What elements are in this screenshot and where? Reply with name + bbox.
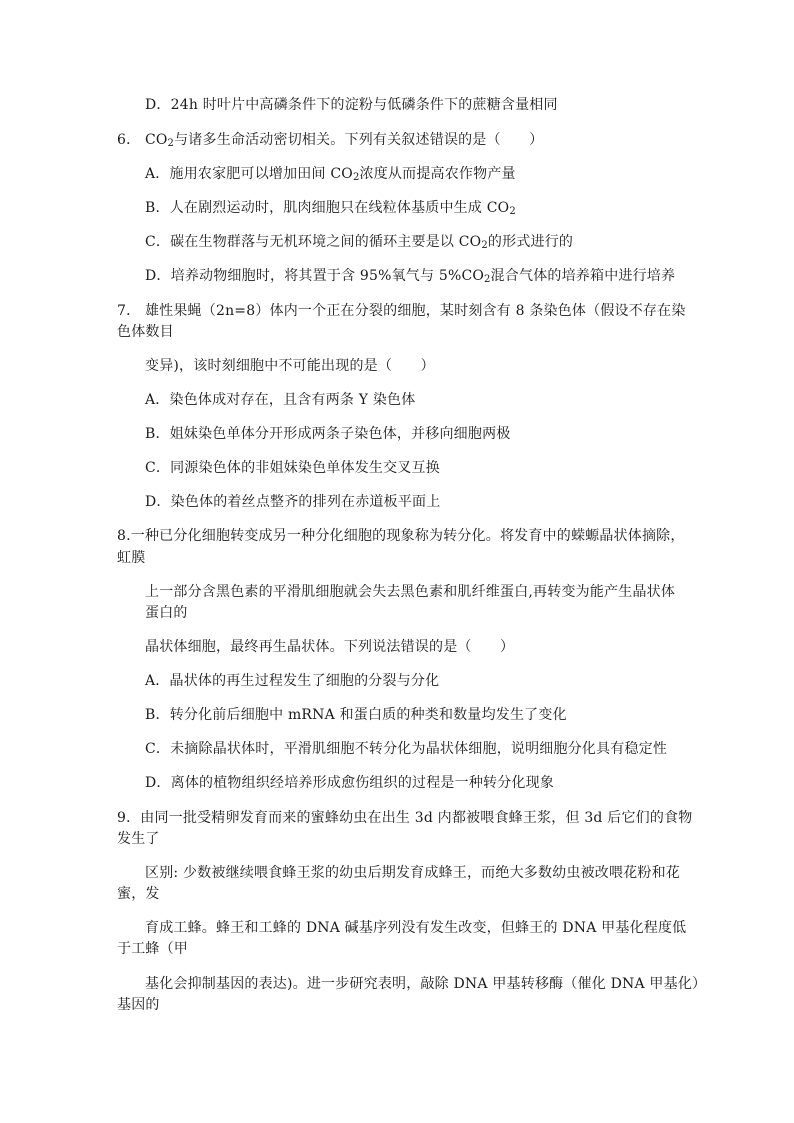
q8-stem-line1: 8.一种已分化细胞转变成另一种分化细胞的现象称为转分化。将发育中的蝾螈晶状体摘除， [117,528,685,544]
q6-option-c-pre: C．碳在生物群落与无机环境之间的循环主要是以 CO [145,234,482,250]
q9-stem-line8: 基因的 [117,997,160,1013]
q6-option-a-sub: 2 [352,172,360,183]
q8-option-b: B．转分化前后细胞中 mRNA 和蛋白质的种类和数量均发生了变化 [145,707,567,723]
q6-option-d-post: 混合气体的培养箱中进行培养 [490,268,676,284]
q6-option-c-post: 的形式进行的 [487,234,574,250]
q9-stem-line7: 基化会抑制基因的表达)。进一步研究表明，敲除 DNA 甲基转移酶（催化 DNA 甲基化） [145,976,707,992]
q6-option-c-sub: 2 [481,240,488,251]
q7-stem-line1: 7． 雄性果蝇（2n=8）体内一个正在分裂的细胞，某时刻含有 8 条染色体（假设不存在染 [117,303,686,319]
q6-option-a-post: 浓度从而提高农作物产量 [359,166,516,182]
q6-option-b-pre: B．人在剧烈运动时，肌肉细胞只在线粒体基质中生成 CO [145,200,510,216]
q6-stem [117,131,543,149]
q6-option-b [145,199,516,217]
q9-stem-line1: 9．由同一批受精卵发育而来的蜜蜂幼虫在出生 3d 内都被喂食蜂王浆，但 3d 后它们的食物 [117,810,693,826]
q9-stem-line3: 区别: 少数被继续喂食蜂王浆的幼虫后期发育成蜂王，而绝大多数幼虫被改喂花粉和花 [145,865,680,881]
q8-option-c: C．未摘除晶状体时，平滑肌细胞不转分化为晶状体细胞，说明细胞分化具有稳定性 [145,741,668,757]
q7-option-a: A．染色体成对存在，且含有两条 Y 染色体 [145,392,416,408]
q6-option-a [145,165,516,183]
q9-stem-line2: 发生了 [117,831,160,847]
q8-stem-line4: 蛋白的 [145,605,188,621]
q6-stem-pre: 6． CO [117,132,168,148]
q8-option-d: D．离体的植物组织经培养形成愈伤组织的过程是一种转分化现象 [145,775,555,791]
q6-option-c [145,233,573,251]
q9-stem-line5: 育成工蜂。蜂王和工蜂的 DNA 碱基序列没有发生改变，但蜂王的 DNA 甲基化程度低 [145,920,687,936]
q8-stem-line2: 虹膜 [117,550,146,566]
q6-option-d-sub: 2 [484,274,491,285]
q6-stem-post: 与诸多生命活动密切相关。下列有关叙述错误的是（ ） [174,132,544,148]
q8-stem-line5: 晶状体细胞，最终再生晶状体。下列说法错误的是（ ） [145,639,515,655]
q7-stem-line2: 色体数目 [117,324,174,340]
q5-option-d: D．24h 时叶片中高磷条件下的淀粉与低磷条件下的蔗糖含量相同 [145,97,558,113]
q6-option-d [145,267,675,285]
q6-option-a-pre: A．施用农家肥可以增加田间 CO [145,166,353,182]
q6-option-b-sub: 2 [509,206,516,217]
q7-option-c: C．同源染色体的非姐妹染色单体发生交叉互换 [145,460,440,476]
q6-option-d-pre: D．培养动物细胞时，将其置于含 95%氧气与 5%CO [145,268,485,284]
q7-option-d: D．染色体的着丝点整齐的排列在赤道板平面上 [145,494,441,510]
q9-stem-line4: 蜜，发 [117,886,160,902]
q8-stem-line3: 上一部分含黑色素的平滑肌细胞就会失去黑色素和肌纤维蛋白,再转变为能产生晶状体 [145,584,676,600]
q7-option-b: B．姐妹染色单体分开形成两条子染色体，并移向细胞两极 [145,426,511,442]
q6-stem-sub: 2 [167,138,175,149]
q9-stem-line6: 于工蜂（甲 [117,941,188,957]
q7-stem-line3: 变异)，该时刻细胞中不可能出现的是（ ） [145,358,435,374]
q8-option-a: A．晶状体的再生过程发生了细胞的分裂与分化 [145,673,440,689]
